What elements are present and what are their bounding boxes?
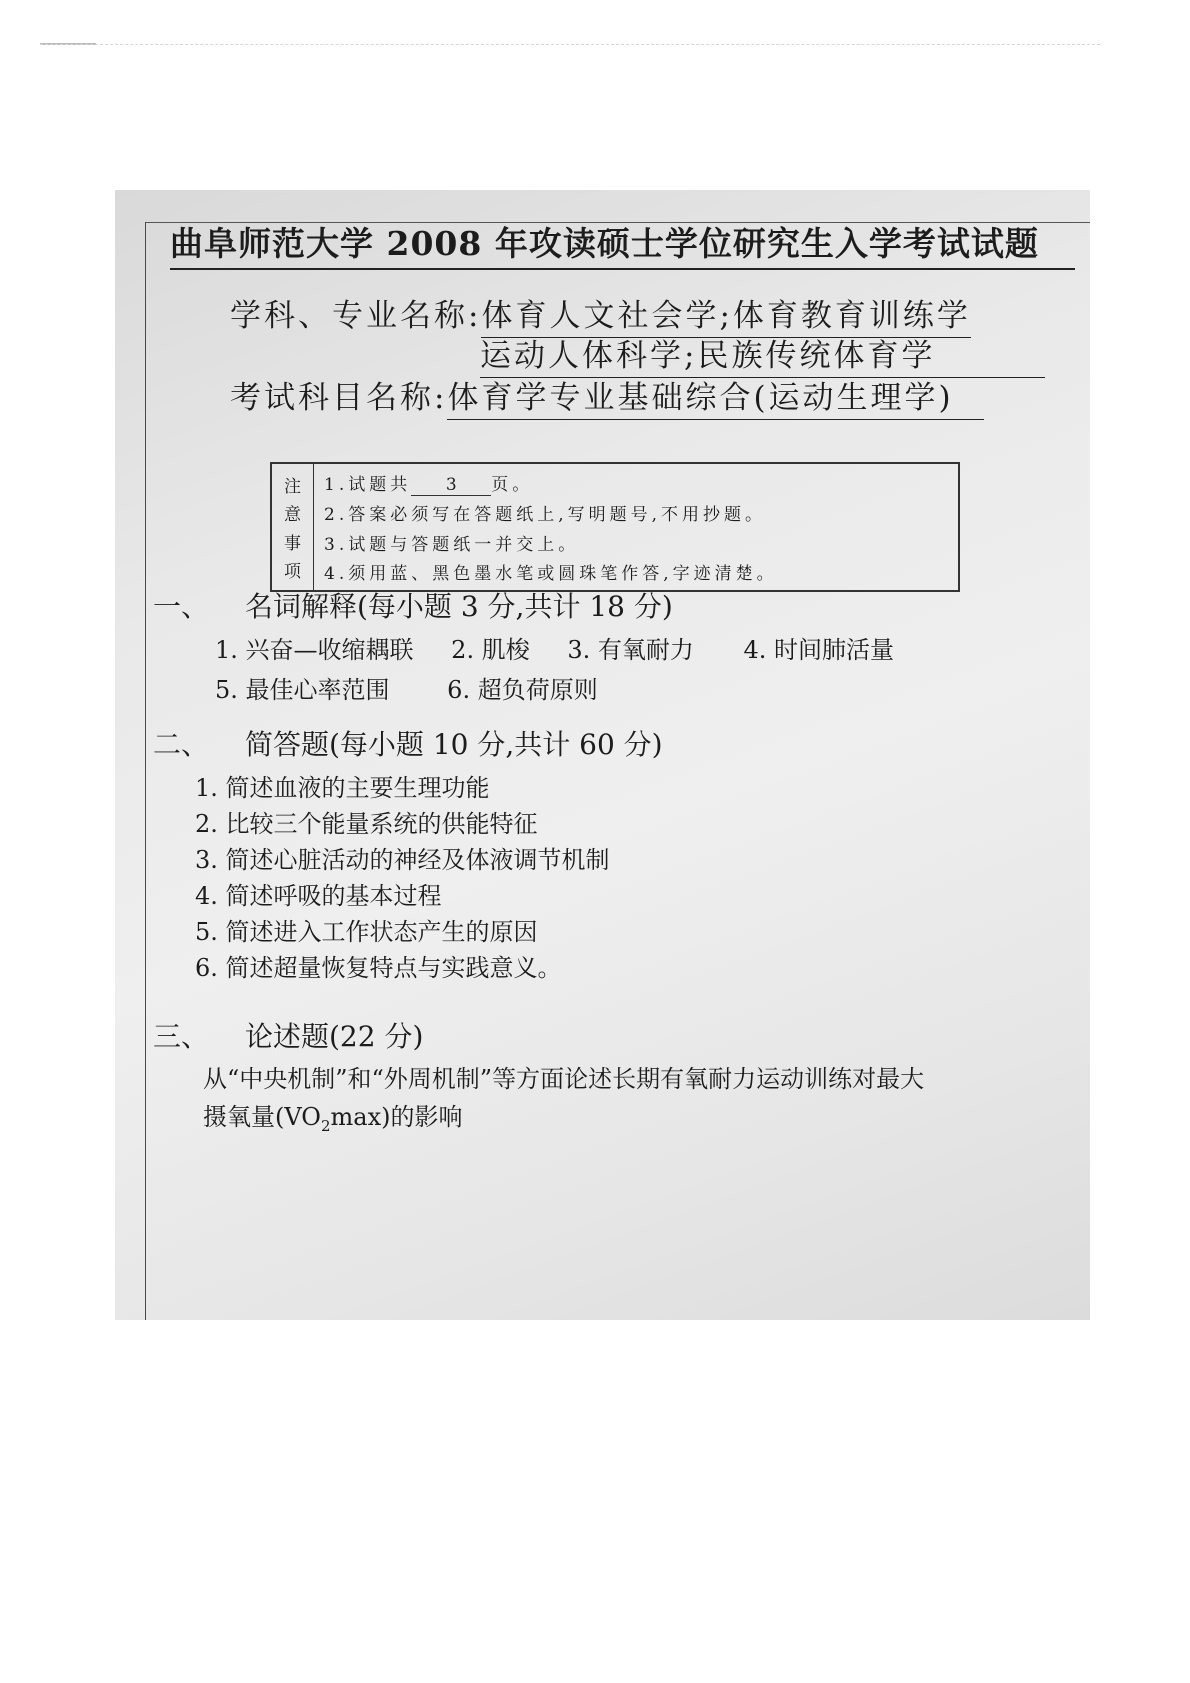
list-item: 3. 简述心脏活动的神经及体液调节机制 bbox=[195, 846, 610, 874]
list-item: 2. 比较三个能量系统的供能特征 bbox=[195, 810, 538, 838]
notice-item-1-suffix: 页。 bbox=[491, 475, 534, 496]
term-item: 6. 超负荷原则 bbox=[447, 676, 598, 704]
term-item: 1. 兴奋—收缩耦联 bbox=[215, 636, 414, 664]
subject-row bbox=[230, 372, 984, 420]
section-1-heading bbox=[153, 585, 673, 625]
section-2-number: 二、 bbox=[153, 728, 210, 761]
section-3-heading bbox=[153, 1015, 423, 1055]
page-top-rule bbox=[40, 44, 1100, 45]
essay-line-2 bbox=[203, 1098, 1090, 1145]
notice-item-1 bbox=[324, 470, 952, 496]
exam-title-underline bbox=[170, 268, 1075, 270]
list-item: 1. 简述血液的主要生理功能 bbox=[195, 774, 490, 802]
section-1-row-1 bbox=[215, 630, 894, 665]
major-value-line2: 运动人体科学;民族传统体育学 bbox=[480, 330, 1045, 378]
notice-header bbox=[272, 464, 314, 590]
notice-header-char: 注 bbox=[284, 476, 301, 497]
major-label: 学科、专业名称: bbox=[230, 298, 482, 334]
notice-item-4: 4.须用蓝、黑色墨水笔或圆珠笔作答,字迹清楚。 bbox=[324, 563, 778, 584]
list-item: 6. 简述超量恢复特点与实践意义。 bbox=[195, 954, 562, 982]
notice-header-char: 事 bbox=[284, 533, 301, 554]
notice-item-2: 2.答案必须写在答题纸上,写明题号,不用抄题。 bbox=[324, 505, 767, 526]
term-item: 2. 肌梭 bbox=[451, 636, 530, 664]
term-item: 4. 时间肺活量 bbox=[743, 636, 895, 664]
essay-line-1: 从“中央机制”和“外周机制”等方面论述长期有氧耐力运动训练对最大 bbox=[203, 1065, 925, 1093]
essay-question bbox=[203, 1060, 1090, 1145]
subject-value: 体育学专业基础综合(运动生理学) bbox=[447, 372, 983, 420]
exam-title: 曲阜师范大学 2008 年攻读硕士学位研究生入学考试试题 bbox=[170, 224, 1039, 263]
list-item: 5. 简述进入工作状态产生的原因 bbox=[195, 918, 538, 946]
major-value-line1: 体育人文社会学;体育教育训练学 bbox=[481, 290, 970, 338]
page-count: 3 bbox=[411, 475, 491, 496]
list-item: 4. 简述呼吸的基本过程 bbox=[195, 882, 442, 910]
notice-header-char: 项 bbox=[284, 562, 301, 583]
section-1-title: 名词解释(每小题 3 分,共计 18 分) bbox=[245, 590, 673, 623]
notice-item-3: 3.试题与答题纸一并交上。 bbox=[324, 534, 580, 555]
term-item: 3. 有氧耐力 bbox=[567, 636, 694, 664]
section-3-number: 三、 bbox=[153, 1020, 210, 1053]
notice-header-char: 意 bbox=[284, 505, 301, 526]
section-2-heading bbox=[153, 723, 663, 763]
scanned-exam-sheet bbox=[115, 190, 1090, 1320]
essay-line-2-b: max)的影响 bbox=[330, 1103, 463, 1131]
notice-box bbox=[270, 462, 960, 592]
term-item: 5. 最佳心率范围 bbox=[215, 676, 390, 704]
section-1-row-2 bbox=[215, 670, 598, 705]
frame-left-border bbox=[145, 222, 146, 1320]
essay-subscript: 2 bbox=[320, 1116, 331, 1135]
section-3-title: 论述题(22 分) bbox=[245, 1020, 424, 1053]
section-2-title: 简答题(每小题 10 分,共计 60 分) bbox=[245, 728, 663, 761]
notice-items bbox=[324, 468, 952, 586]
subject-label: 考试科目名称: bbox=[230, 380, 448, 416]
major-row-2 bbox=[480, 330, 1045, 378]
notice-item-1-prefix: 1.试题共 bbox=[324, 475, 412, 496]
section-2-list bbox=[195, 770, 610, 986]
section-1-number: 一、 bbox=[153, 590, 210, 623]
essay-line-2-a: 摄氧量(VO bbox=[203, 1103, 321, 1131]
